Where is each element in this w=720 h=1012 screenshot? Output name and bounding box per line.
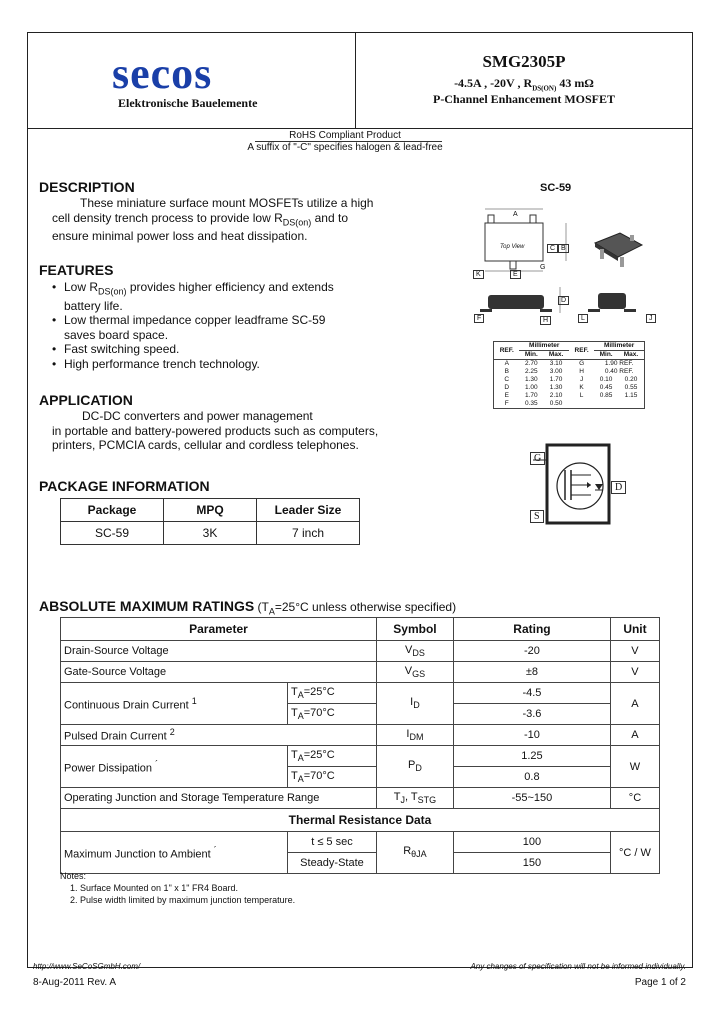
description-text: These miniature surface mount MOSFETs utilize a high cell density trench process to provide low $R_{DS(on)}$ and to ensure minimal power loss and heat dissipation. (52, 196, 374, 244)
rating-row: $T_A=70^\circ C$ 0.8 (61, 767, 660, 788)
feature-item: • Low thermal impedance copper leadframe SC-59 saves board space. (44, 313, 374, 342)
dim-row: A 2.70 3.10 G 1.90 REF. (504, 360, 634, 367)
dim-label-l: L (578, 314, 588, 323)
rating-row: Continuous Drain Current $^1$ $T_A=25^\circ C$ $I_D$ -4.5 A (61, 683, 660, 704)
dim-row: F 0.35 0.50 (504, 400, 563, 407)
dim-label-b: B (558, 244, 569, 253)
footer-disclaimer: Any changes of specification will not be informed individually. (470, 962, 686, 971)
pin-drain: D (611, 481, 626, 494)
footer-url[interactable]: http://www.SeCoSGmbH.com/ (33, 962, 141, 971)
device-type: P-Channel Enhancement MOSFET (432, 92, 615, 106)
dim-label-j: J (646, 314, 656, 323)
footer-date-rev: 8-Aug-2011 Rev. A (33, 977, 117, 988)
rating-row: Maximum Junction to Ambient ´ t ≤ 5 sec $R_{\theta JA}$ 100 °C / W (61, 832, 660, 853)
dim-row: C 1.30 1.70 J 0.10 0.20 (504, 376, 638, 383)
rating-row: Operating Junction and Storage Temperature Range $T_J$, $T_{STG}$ -55~150 °C (61, 788, 660, 809)
rating-row: Drain-Source Voltage $V_{DS}$ -20 V (61, 641, 660, 662)
description-title: DESCRIPTION (39, 179, 135, 195)
ratings-heading: ABSOLUTE MAXIMUM RATINGS ($T_A=25^\circ C$ unless otherwise specified) (39, 598, 457, 617)
dim-label-e: E (510, 270, 521, 279)
ratings-title: ABSOLUTE MAXIMUM RATINGS (39, 598, 255, 614)
package-outline-drawing (470, 205, 670, 330)
package-info-title: PACKAGE INFORMATION (39, 478, 210, 494)
application-title: APPLICATION (39, 392, 133, 408)
part-number: SMG2305P (482, 52, 566, 71)
features-title: FEATURES (39, 262, 114, 278)
top-view-label: Top View (500, 244, 525, 250)
rohs-underline (255, 141, 442, 142)
feature-item: • Low $R_{DS(on)}$ provides higher efficiency and extends battery life. (44, 280, 374, 313)
footer-page: Page 1 of 2 (634, 977, 686, 988)
dim-label-f: F (474, 314, 484, 323)
dim-label-g: G (540, 264, 546, 271)
feature-item: • Fast switching speed. (44, 342, 374, 357)
dim-label-h: H (540, 316, 551, 325)
features-list (44, 280, 374, 371)
header-divider (27, 128, 693, 129)
rating-row: Power Dissipation ´ $T_A=25^\circ C$ $P_D$ 1.25 W (61, 746, 660, 767)
dim-row: B 2.25 3.00 H 0.40 REF. (504, 368, 634, 375)
dim-label-k: K (473, 270, 484, 279)
notes-title: Notes: (60, 871, 87, 881)
ratings-table: Parameter Symbol Rating Unit Drain-Source Voltage $V_{DS}$ -20 V Gate-Source Voltage $V_{GS}$ ±8 V Continuous Drain Current $^1$ $T_A=25^\circ C$ $I_D$ -4.5 A $T_A=70^\circ C$ -3.6 Pulsed Drain Current $^2$ $I_{DM}$ -10 A Power Dissipation ´ $T_A=25^\circ C$ $P_D$ 1.25 W $T_A=70^\circ C$ 0.8 Operating Junction and Storage Temperature Range $T_J$, $T_{STG}$ -55~150 °C Thermal Resistance Data Maximum Junction to Ambient ´ t ≤ 5 sec $R_{\theta JA}$ 100 °C / W Steady-State 150 (60, 617, 660, 874)
rohs-line2: A suffix of "-C" specifies halogen & lead-free (247, 142, 443, 153)
rohs-line1: RoHS Compliant Product (289, 130, 401, 141)
dim-label-a: A (513, 211, 518, 218)
package-table: Package MPQ Leader Size SC-59 3K 7 inch (60, 498, 360, 545)
note-2: 2. Pulse width limited by maximum junction temperature. (70, 895, 296, 905)
application-text: DC-DC converters and power management in portable and battery-powered products such as computers, printers, PCMCIA cards, cellular and cordless telephones. (52, 409, 379, 452)
note-1: 1. Surface Mounted on 1" x 1" FR4 Board. (70, 883, 238, 893)
rating-row: Gate-Source Voltage $V_{GS}$ ±8 V (61, 662, 660, 683)
pin-gate: G (530, 452, 545, 465)
spec-line: -4.5A , -20V , $R_{DS(ON)}$ 43 mΩ (454, 76, 594, 93)
pin-source: S (530, 510, 544, 523)
logo-subtitle: Elektronische Bauelemente (118, 96, 258, 110)
dimension-table: REF. Millimeter REF. Millimeter Min. Max. Min. Max. A 2.70 3.10 G 1.90 REF. B 2.25 3.00 H 0.40 REF. C 1.30 1.70 J 0.10 0.20 D 1.00 1.30 K 0.45 0.55 E 1.70 2.10 L 0.85 1.15 F 0.35 0.50 (493, 341, 645, 409)
feature-item: • High performance trench technology. (44, 357, 374, 372)
rating-row: Steady-State 150 (61, 853, 660, 874)
thermal-title: Thermal Resistance Data (61, 809, 660, 832)
company-logo: secos (112, 49, 213, 98)
dim-label-d: D (558, 296, 569, 305)
dim-label-c: C (547, 244, 558, 253)
dim-row: D 1.00 1.30 K 0.45 0.55 (504, 384, 638, 391)
rating-row: Pulsed Drain Current $^2$ $I_{DM}$ -10 A (61, 725, 660, 746)
package-name: SC-59 (540, 182, 572, 194)
rating-row: $T_A=70^\circ C$ -3.6 (61, 704, 660, 725)
dim-row: E 1.70 2.10 L 0.85 1.15 (504, 392, 638, 399)
